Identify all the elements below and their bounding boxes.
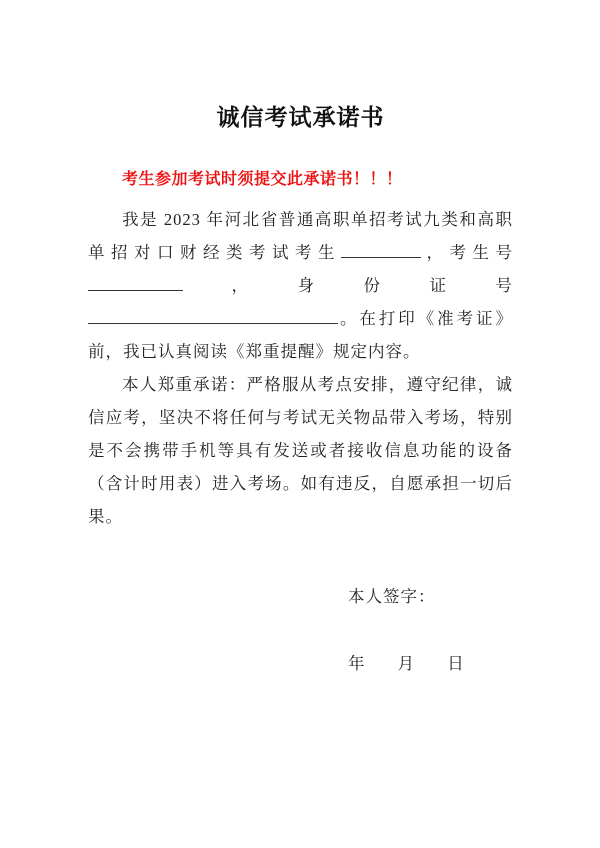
date-day-label: 日 [447,654,464,673]
paragraph-identity-seg1: 我是 2023 年河北省普通高职单招考试九类和高职单招对口财经类考试考生 [88,210,513,262]
candidate-number-blank [88,276,183,291]
date-month-label: 月 [397,654,415,673]
candidate-name-blank [341,243,421,258]
paragraph-identity-seg4: 。在打印《准考证》前，我已认真阅读《郑重提醒》规定内容。 [88,309,513,361]
date-line [348,647,513,680]
paragraph-commitment: 本人郑重承诺：严格服从考点安排，遵守纪律，诚信应考，坚决不将任何与考试无关物品带入考场，特别是不会携带手机等具有发送或者接收信息功能的设备（含计时用表）进入考场。如有违反，自愿承担一切后果。 [88,375,513,526]
date-year-label: 年 [348,654,365,673]
paragraph-identity-seg3: ，身份证号 [183,276,513,295]
paragraph-identity [88,203,513,368]
signature-label: 本人签字： [348,587,436,606]
paragraph-identity-seg2: ，考生号 [421,243,513,262]
page-title: 诚信考试承诺书 [216,104,385,130]
id-number-blank [88,309,338,324]
warning-text: 考生参加考试时须提交此承诺书！！！ [122,171,403,188]
